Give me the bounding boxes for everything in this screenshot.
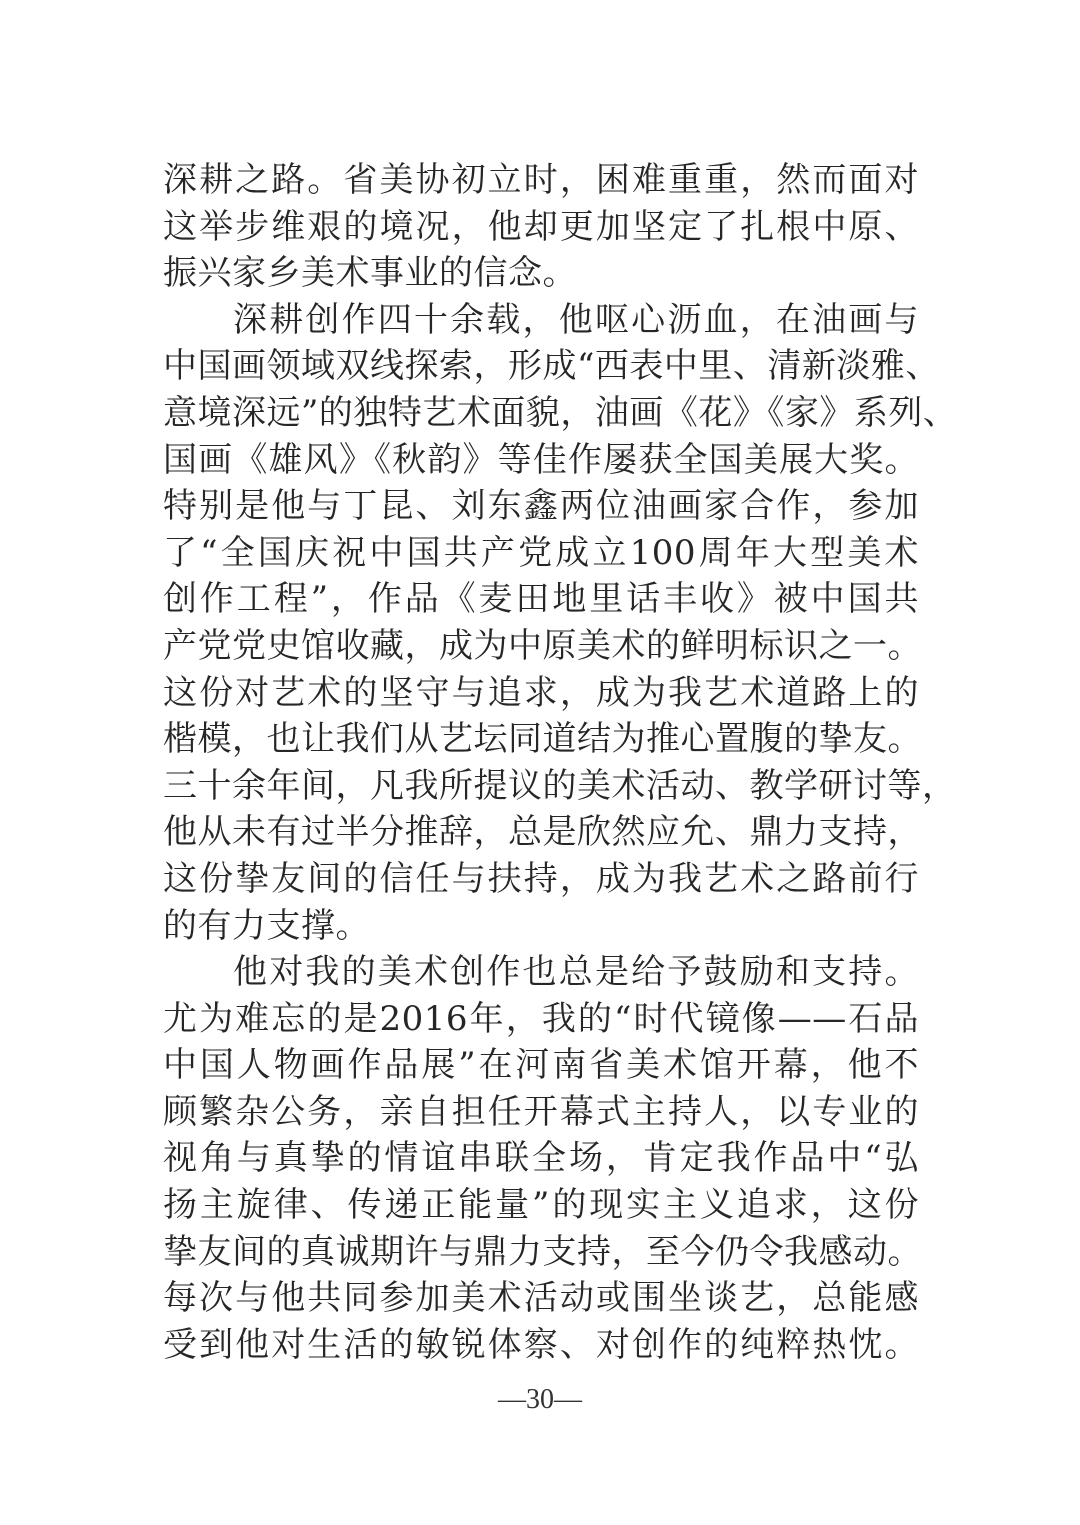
body-text [163, 157, 958, 1368]
text-line: 受到他对生活的敏锐体察、对创作的纯粹热忱。 [163, 1324, 919, 1365]
text-line: 他从未有过半分推辞，总是欣然应允、鼎力支持， [163, 812, 922, 853]
text-line: 意境深远”的独特艺术面貌，油画《花》《家》系列、 [163, 392, 958, 433]
text-line: 顾繁杂公务，亲自担任开幕式主持人，以专业的 [163, 1091, 919, 1132]
text-line: 扬主旋律、传递正能量”的现实主义追求，这份 [163, 1185, 919, 1226]
text-line: 国画《雄风》《秋韵》等佳作屡获全国美展大奖。 [163, 439, 919, 480]
text-line: 这份对艺术的坚守与追求，成为我艺术道路上的 [163, 672, 919, 713]
text-line: 振兴家乡美术事业的信念。 [163, 253, 577, 294]
text-line: 的有力支撑。 [163, 905, 370, 946]
text-line: 中国画领域双线探索，形成“西表中里、清新淡雅、 [163, 346, 940, 387]
text-line: 楷模，也让我们从艺坛同道结为推心置腹的挚友。 [163, 719, 922, 760]
text-line: 了“全国庆祝中国共产党成立100周年大型美术 [163, 532, 919, 573]
text-line: 特别是他与丁昆、刘东鑫两位油画家合作，参加 [163, 486, 919, 527]
text-line: 他对我的美术创作也总是给予鼓励和支持。 [233, 952, 919, 993]
text-line: 视角与真挚的情谊串联全场，肯定我作品中“弘 [163, 1138, 919, 1179]
text-line: 产党党史馆收藏，成为中原美术的鲜明标识之一。 [163, 625, 922, 666]
text-line: 这举步维艰的境况，他却更加坚定了扎根中原、 [163, 206, 919, 247]
text-line: 创作工程”，作品《麦田地里话丰收》被中国共 [163, 579, 919, 620]
text-line: 尤为难忘的是2016年，我的“时代镜像——石品 [163, 998, 919, 1039]
text-line: 深耕之路。省美协初立时，困难重重，然而面对 [163, 160, 919, 200]
text-line: 这份挚友间的信任与扶持，成为我艺术之路前行 [163, 858, 919, 899]
text-line: 三十余年间，凡我所提议的美术活动、教学研讨等， [163, 765, 957, 806]
text-line: 深耕创作四十余载，他呕心沥血，在油画与 [233, 299, 919, 340]
text-line: 中国人物画作品展”在河南省美术馆开幕，他不 [163, 1045, 919, 1086]
text-line: 每次与他共同参加美术活动或围坐谈艺，总能感 [163, 1278, 919, 1319]
page-number: —30— [498, 1384, 582, 1415]
text-line: 挚友间的真诚期许与鼎力支持，至今仍令我感动。 [163, 1231, 922, 1272]
